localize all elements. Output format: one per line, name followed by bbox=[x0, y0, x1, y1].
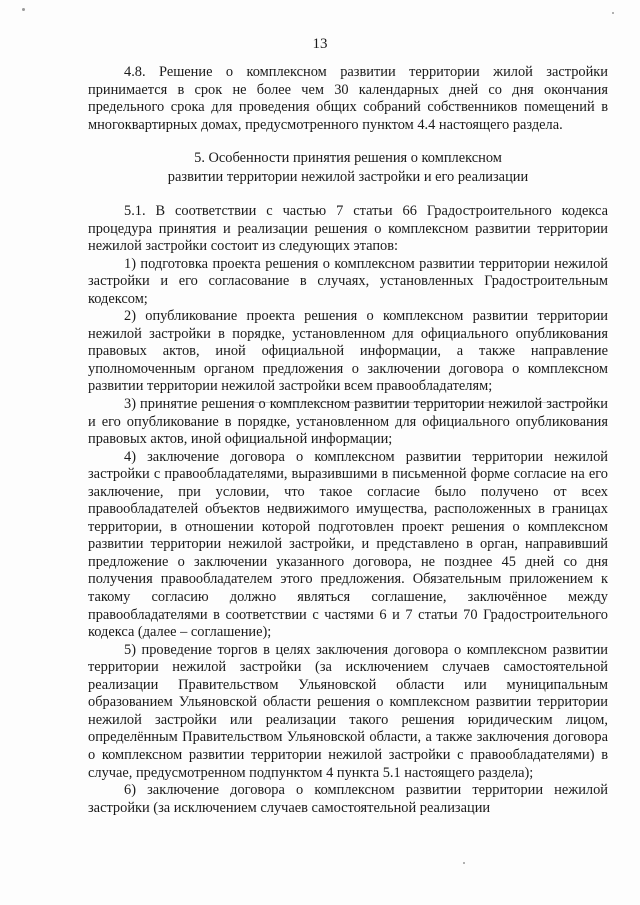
scan-artifact bbox=[612, 12, 614, 14]
clause-5-1-item-1: 1) подготовка проекта решения о комплексном развитии территории нежилой застройки и его согласование в случаях, установленных Градостроительным кодексом; bbox=[88, 255, 608, 307]
section-5-heading-line-1: 5. Особенности принятия решения о комплексном bbox=[194, 150, 502, 166]
section-5-heading-line-2: развитии территории нежилой застройки и его реализации bbox=[167, 169, 529, 185]
scan-artifact bbox=[463, 862, 465, 864]
clause-5-1-item-5: 5) проведение торгов в целях заключения договора о комплексном развитии территории нежилой застройки (за исключением случаев самостоятельной реализации Правительством Ульяновской области или муниципальным образованием Ульяновской области решения о комплексном развитии территории нежилой застройки или реализации такого решения юридическим лицом, определённым Правительством Ульяновской области, а также заключения договора о комплексном развитии территории нежилой застройки с правообладателями) в случае, предусмотренном подпунктом 4 пункта 5.1 настоящего раздела); bbox=[88, 641, 608, 781]
section-5-heading bbox=[88, 149, 608, 187]
scan-artifact bbox=[22, 8, 25, 11]
clause-5-1-item-4: 4) заключение договора о комплексном развитии территории нежилой застройки с правообладателями, выразившими в письменной форме согласие на его заключение, при условии, что такое согласие было получено от всех правообладателей объектов недвижимого имущества, расположенных в границах территории, в отношении которой подготовлен проект решения о комплексном развитии территории нежилой застройки, и представлено в орган, направивший предложение о заключении указанного договора, не позднее 45 дней со дня получения правообладателем этого предложения. Обязательным приложением к такому согласию должно являться соглашение, заключённое между правообладателями в соответствии с частями 6 и 7 статьи 70 Градостроительного кодекса (далее – соглашение); bbox=[88, 448, 608, 641]
clause-5-1-item-3: 3) принятие решения о комплексном развитии территории нежилой застройки и его опубликование в порядке, установленном для официального опубликования правовых актов, иной официальной информации; bbox=[88, 396, 608, 448]
clause-5-1-intro: 5.1. В соответствии с частью 7 статьи 66 Градостроительного кодекса процедура принятия и реализации решения о комплексном развитии территории нежилой застройки состоит из следующих этапов: bbox=[88, 203, 608, 255]
clause-5-1 bbox=[88, 203, 608, 817]
clause-4-8: 4.8. Решение о комплексном развитии территории жилой застройки принимается в срок не более чем 30 календарных дней со дня окончания предельного срока для проведения общих собраний собственников помещений в многоквартирных домах, предусмотренного пунктом 4.4 настоящего раздела. bbox=[88, 64, 608, 133]
clause-5-1-item-6: 6) заключение договора о комплексном развитии территории нежилой застройки (за исключением случаев самостоятельной реализации bbox=[88, 782, 608, 816]
clause-5-1-item-2: 2) опубликование проекта решения о комплексном развитии территории нежилой застройки в порядке, установленном для официального опубликования правовых актов, иной официальной информации, а также направление уполномоченным органом предложения о заключении договора о комплексном развитии территории нежилой застройки всем правообладателям; bbox=[88, 308, 608, 395]
page-number: 13 bbox=[312, 36, 328, 52]
